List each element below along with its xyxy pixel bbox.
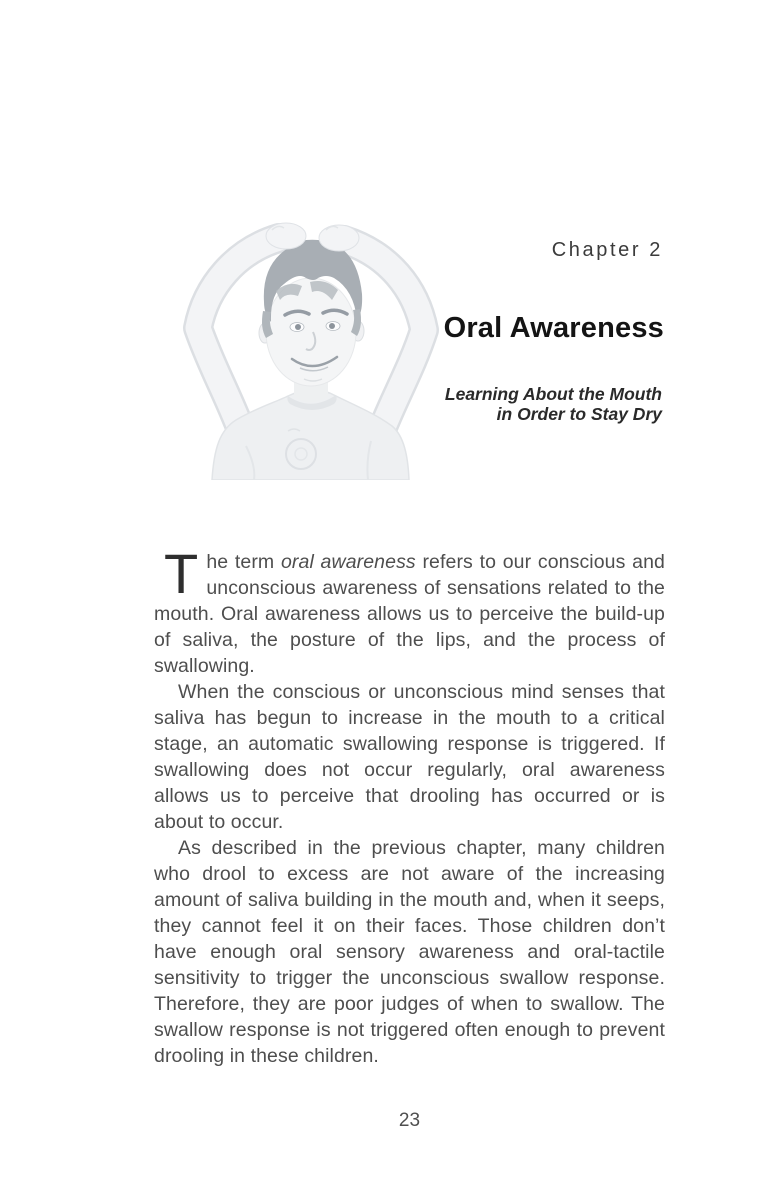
- chapter-label: Chapter 2: [551, 239, 663, 261]
- paragraph-1-lead: he term: [206, 551, 281, 573]
- child-photo-illustration: [176, 216, 446, 480]
- body-text-block: [154, 542, 665, 1069]
- child-photo: [176, 216, 446, 480]
- subtitle-line-1: Learning About the Mouth: [444, 384, 662, 404]
- page-number: 23: [398, 1110, 421, 1131]
- paragraph-1: [154, 542, 665, 679]
- subtitle-line-2: in Order to Stay Dry: [496, 404, 662, 424]
- paragraph-3: As described in the previous chapter, many children who drool to excess are not aware of the increasing amount of saliva building in the mouth and, when it seeps, they cannot feel it on their faces. Those children don’t have enough oral sensory awareness and oral-tactile sensitivity to trigger the unconscious swallow response. Therefore, they are poor judges of when to swallow. The swallow response is not triggered often enough to prevent drooling in these children.: [154, 837, 665, 1067]
- paragraph-2: When the conscious or unconscious mind senses that saliva has begun to increase in the mouth to a critical stage, an automatic swallowing response is triggered. If swallowing does not occur regularly, oral awareness allows us to perceive that drooling has occurred or is about to occur.: [154, 681, 665, 833]
- chapter-subtitle: [445, 384, 662, 424]
- chapter-title: Oral Awareness: [443, 312, 664, 344]
- paragraph-1-italic-term: oral awareness: [280, 551, 416, 573]
- paragraph-1-rest: refers to our conscious and unconscious awareness of sensations related to the mouth. Oral awareness allows us to perceive the build-up of saliva, the posture of the lips, and the process of swallowing.: [154, 551, 665, 677]
- drop-cap: T: [164, 542, 199, 605]
